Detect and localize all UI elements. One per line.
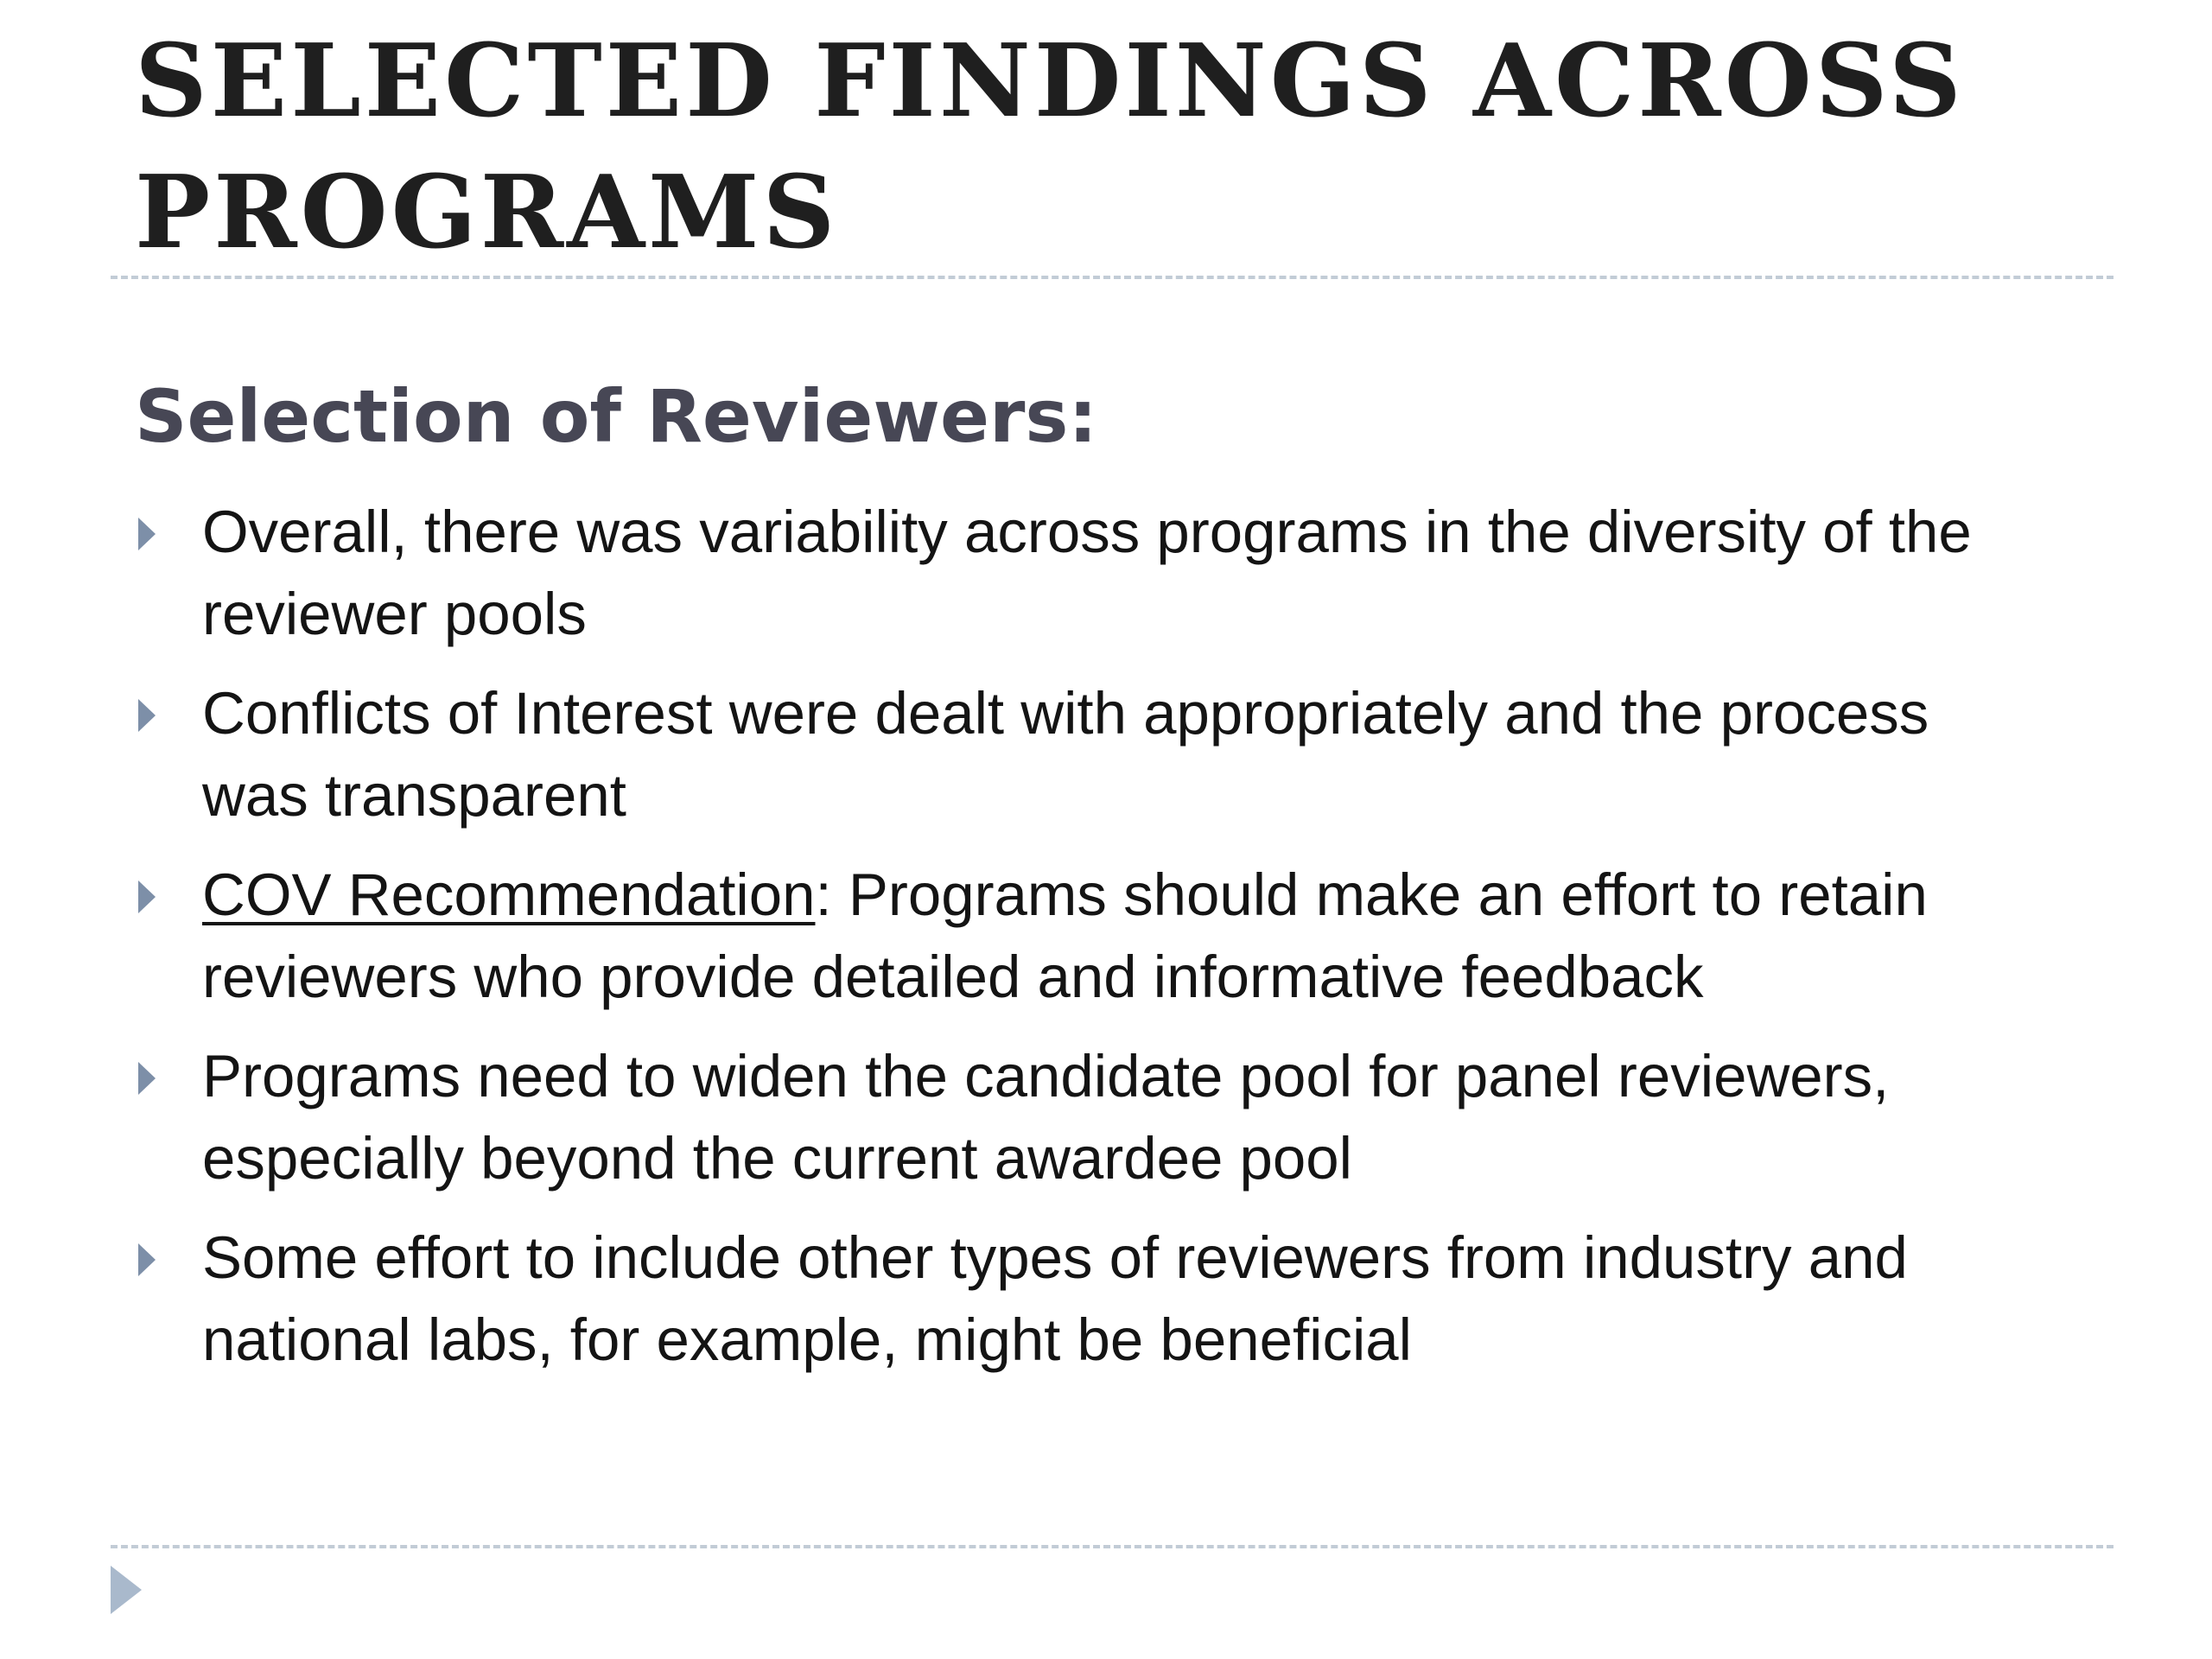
finding-line: especially beyond the current awardee pool (202, 1125, 1353, 1192)
slide-title-line: PROGRAMS (135, 154, 839, 271)
finding-line: reviewer pools (202, 581, 587, 647)
finding-line: Some effort to include other types of reviewers from industry and (202, 1224, 1908, 1291)
finding-text (202, 1035, 2113, 1199)
finding-line: Overall, there was variability across programs in the diversity of the (202, 499, 1972, 565)
finding-item (135, 1035, 2113, 1199)
finding-line: was transparent (202, 762, 626, 829)
triangle-right-icon (111, 1566, 142, 1614)
finding-line: reviewers who provide detailed and informative feedback (202, 944, 1704, 1010)
slide-title-line: SELECTED FINDINGS ACROSS (135, 22, 1965, 140)
finding-item (135, 491, 2113, 655)
slide-title (135, 16, 2122, 278)
finding-item (135, 1217, 2113, 1381)
finding-text (202, 491, 2113, 655)
top-divider (111, 276, 2113, 279)
section-subheading: Selection of Reviewers: (135, 374, 1097, 459)
triangle-right-icon (138, 1243, 156, 1276)
finding-item (135, 672, 2113, 836)
finding-line: national labs, for example, might be beneficial (202, 1306, 1412, 1373)
bottom-divider (111, 1545, 2113, 1548)
triangle-right-icon (138, 1062, 156, 1095)
finding-text (202, 672, 2113, 836)
recommendation-text: : Programs should make an effort to retain (815, 861, 1928, 928)
finding-item (135, 854, 2113, 1018)
finding-line: Programs need to widen the candidate pool for panel reviewers, (202, 1043, 1890, 1109)
finding-text (202, 1217, 2113, 1381)
findings-list (135, 491, 2113, 1398)
recommendation-label: COV Recommendation (202, 861, 816, 928)
triangle-right-icon (138, 518, 156, 550)
triangle-right-icon (138, 880, 156, 913)
triangle-right-icon (138, 699, 156, 732)
finding-text (202, 854, 2113, 1018)
finding-line: Conflicts of Interest were dealt with appropriately and the process (202, 680, 1929, 747)
